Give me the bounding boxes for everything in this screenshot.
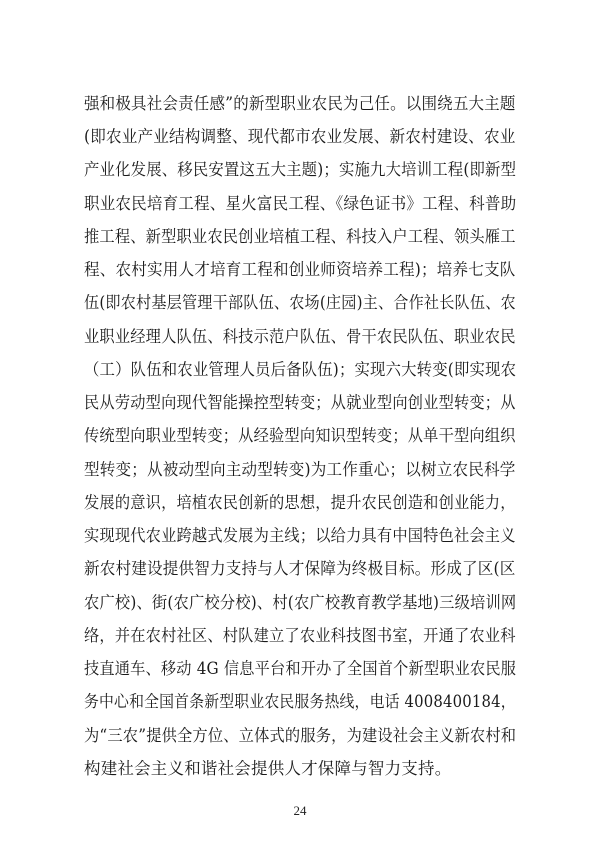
text-line: 产业化发展、移民安置这五大主题)；实施九大培训工程(即新型 bbox=[84, 160, 517, 179]
text-line: 农广校)、街(农广校分校)、村(农广校教育教学基地)三级培训网 bbox=[84, 593, 517, 612]
text-line: 为“三农”提供全方位、立体式的服务，为建设社会主义新农村和 bbox=[84, 726, 517, 745]
text-line: 程、农村实用人才培育工程和创业师资培养工程)；培养七支队 bbox=[84, 260, 516, 279]
text-line: 强和极具社会责任感”的新型职业农民为己任。以围绕五大主题 bbox=[84, 94, 516, 113]
text-line: 技直通车、移动 4G 信息平台和开办了全国首个新型职业农民服 bbox=[84, 659, 517, 678]
text-line: 构建社会主义和谐社会提供人才保障与智力支持。 bbox=[84, 759, 452, 778]
text-line: 推工程、新型职业农民创业培植工程、科技入户工程、领头雁工 bbox=[84, 227, 516, 246]
text-line: 民从劳动型向现代智能操控型转变；从就业型向创业型转变；从 bbox=[84, 393, 516, 412]
text-line: 络，并在农村社区、村队建立了农业科技图书室，开通了农业科 bbox=[84, 626, 516, 645]
text-line: 新农村建设提供智力支持与人才保障为终极目标。形成了区(区 bbox=[84, 559, 516, 578]
text-line: (即农业产业结构调整、现代都市农业发展、新农村建设、农业 bbox=[84, 127, 516, 146]
text-line: （工）队伍和农业管理人员后备队伍)；实现六大转变(即实现农 bbox=[84, 360, 517, 379]
text-line: 业职业经理人队伍、科技示范户队伍、骨干农民队伍、职业农民 bbox=[84, 327, 516, 346]
text-line: 传统型向职业型转变；从经验型向知识型转变；从单干型向组织 bbox=[84, 426, 516, 445]
text-line: 职业农民培育工程、星火富民工程、《绿色证书》工程、科普助 bbox=[84, 194, 517, 213]
page-number: 24 bbox=[293, 803, 307, 818]
text-line: 实现现代农业跨越式发展为主线；以给力具有中国特色社会主义 bbox=[84, 526, 516, 545]
text-line: 发展的意识，培植农民创新的思想，提升农民创造和创业能力， bbox=[84, 493, 516, 512]
text-line: 型转变；从被动型向主动型转变)为工作重心；以树立农民科学 bbox=[84, 460, 516, 479]
text-line: 伍(即农村基层管理干部队伍、农场(庄园)主、合作社长队伍、农 bbox=[84, 293, 516, 312]
text-line: 务中心和全国首条新型职业农民服务热线，电话 4008400184， bbox=[84, 692, 516, 711]
